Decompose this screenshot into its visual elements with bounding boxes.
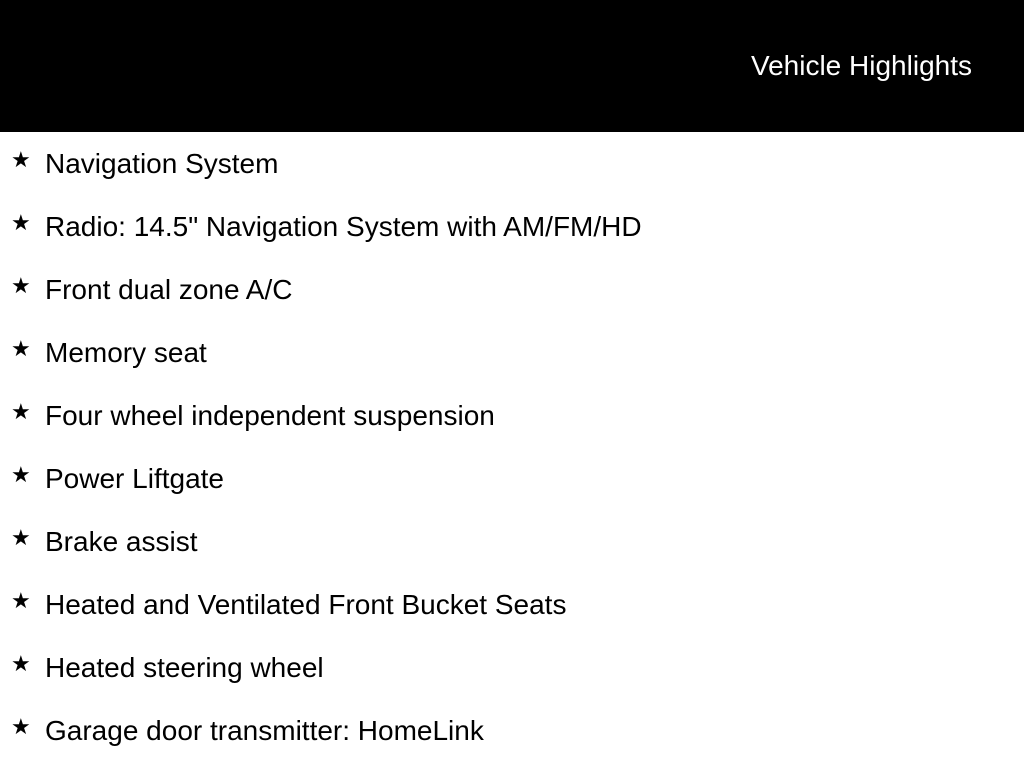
list-item — [0, 384, 1024, 447]
list-item-label: Power Liftgate — [45, 463, 224, 494]
header-bar — [0, 0, 1024, 132]
list-item — [0, 699, 1024, 762]
highlights-list — [0, 132, 1024, 762]
list-item-label: Garage door transmitter: HomeLink — [45, 715, 484, 746]
list-item — [0, 447, 1024, 510]
list-item-label: Navigation System — [45, 148, 279, 179]
list-item — [0, 195, 1024, 258]
star-icon: ★ — [11, 273, 31, 298]
list-item-label: Memory seat — [45, 337, 207, 368]
star-icon: ★ — [11, 210, 31, 235]
list-item-label: Heated steering wheel — [45, 652, 324, 683]
star-icon: ★ — [11, 147, 31, 172]
list-item — [0, 636, 1024, 699]
star-icon: ★ — [11, 525, 31, 550]
star-icon: ★ — [11, 714, 31, 739]
list-item-label: Four wheel independent suspension — [45, 400, 495, 431]
list-item-label: Heated and Ventilated Front Bucket Seats — [45, 589, 567, 620]
list-item — [0, 510, 1024, 573]
list-item — [0, 573, 1024, 636]
star-icon: ★ — [11, 651, 31, 676]
list-item-label: Front dual zone A/C — [45, 274, 293, 305]
list-item-label: Radio: 14.5" Navigation System with AM/FM/HD — [45, 211, 642, 242]
list-item-label: Brake assist — [45, 526, 198, 557]
list-item — [0, 258, 1024, 321]
list-item — [0, 132, 1024, 195]
page-title: Vehicle Highlights — [750, 50, 972, 81]
list-item — [0, 321, 1024, 384]
star-icon: ★ — [11, 336, 31, 361]
star-icon: ★ — [11, 399, 31, 424]
star-icon: ★ — [11, 588, 31, 613]
star-icon: ★ — [11, 462, 31, 487]
